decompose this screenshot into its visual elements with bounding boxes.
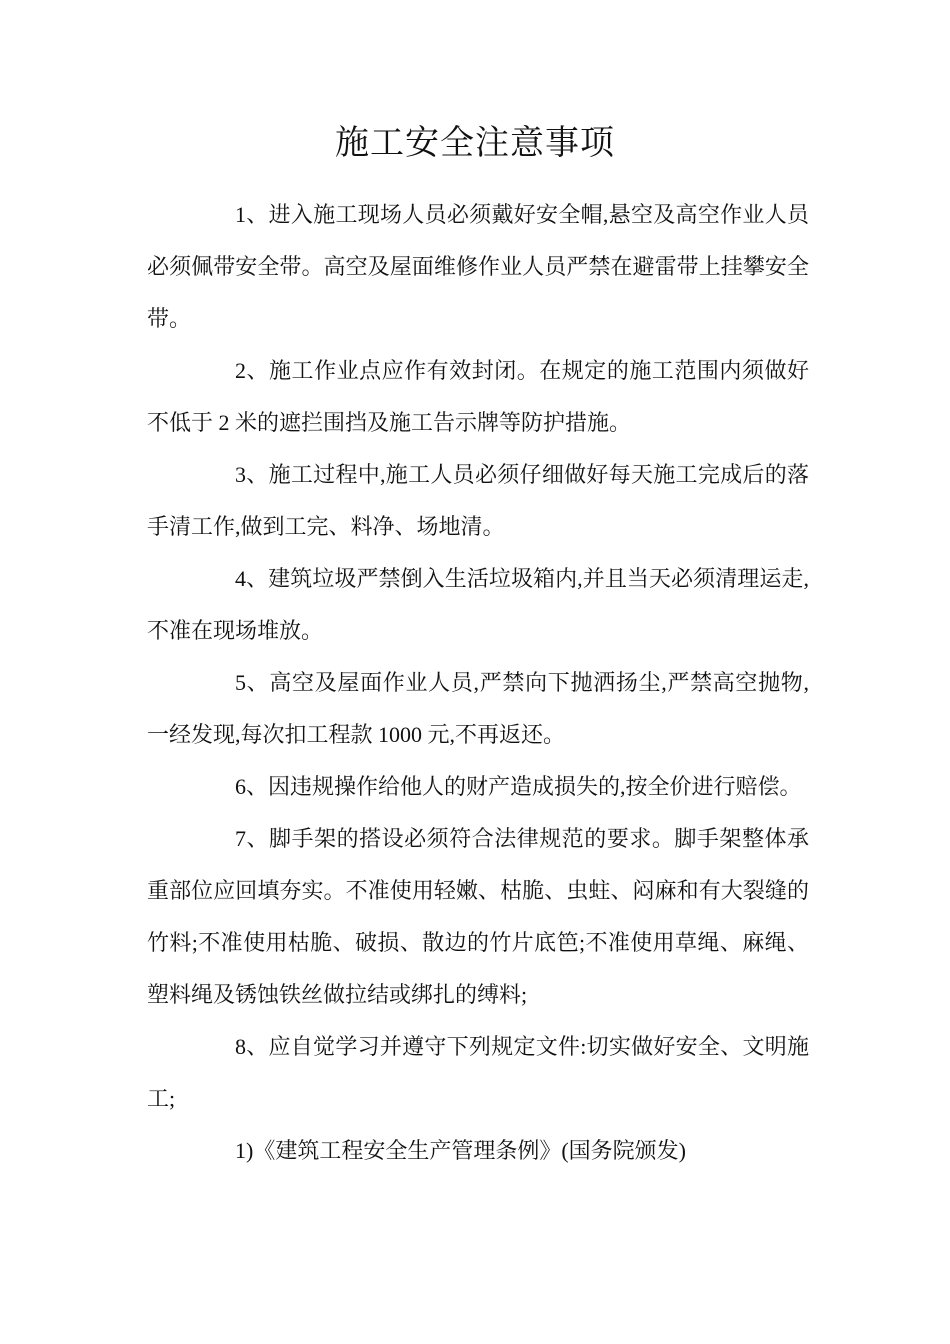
paragraph-1: 1、进入施工现场人员必须戴好安全帽,悬空及高空作业人员必须佩带安全带。高空及屋面维修作业人员严禁在避雷带上挂攀安全带。	[147, 202, 809, 331]
paragraph-8: 8、应自觉学习并遵守下列规定文件:切实做好安全、文明施工;	[147, 1034, 809, 1111]
paragraph-2: 2、施工作业点应作有效封闭。在规定的施工范围内须做好不低于 2 米的遮拦围挡及施工告示牌等防护措施。	[147, 358, 809, 435]
document-title: 施工安全注意事项	[335, 125, 615, 162]
paragraph-7: 7、脚手架的搭设必须符合法律规范的要求。脚手架整体承重部位应回填夯实。不准使用轻嫩、枯脆、虫蛀、闷麻和有大裂缝的竹料;不准使用枯脆、破损、散边的竹片底笆;不准使用草绳、麻绳、塑料绳及锈蚀铁丝做拉结或绑扎的缚料;	[147, 826, 809, 1007]
paragraph-9-regulation-item: 1)《建筑工程安全生产管理条例》(国务院颁发)	[235, 1138, 686, 1163]
paragraph-5: 5、高空及屋面作业人员,严禁向下抛洒扬尘,严禁高空抛物,一经发现,每次扣工程款 1000 元,不再返还。	[147, 670, 809, 747]
paragraph-3: 3、施工过程中,施工人员必须仔细做好每天施工完成后的落手清工作,做到工完、料净、场地清。	[147, 462, 809, 539]
paragraph-4: 4、建筑垃圾严禁倒入生活垃圾箱内,并且当天必须清理运走,不准在现场堆放。	[147, 566, 809, 643]
paragraph-6: 6、因违规操作给他人的财产造成损失的,按全价进行赔偿。	[235, 774, 802, 799]
document-body	[147, 189, 809, 1177]
